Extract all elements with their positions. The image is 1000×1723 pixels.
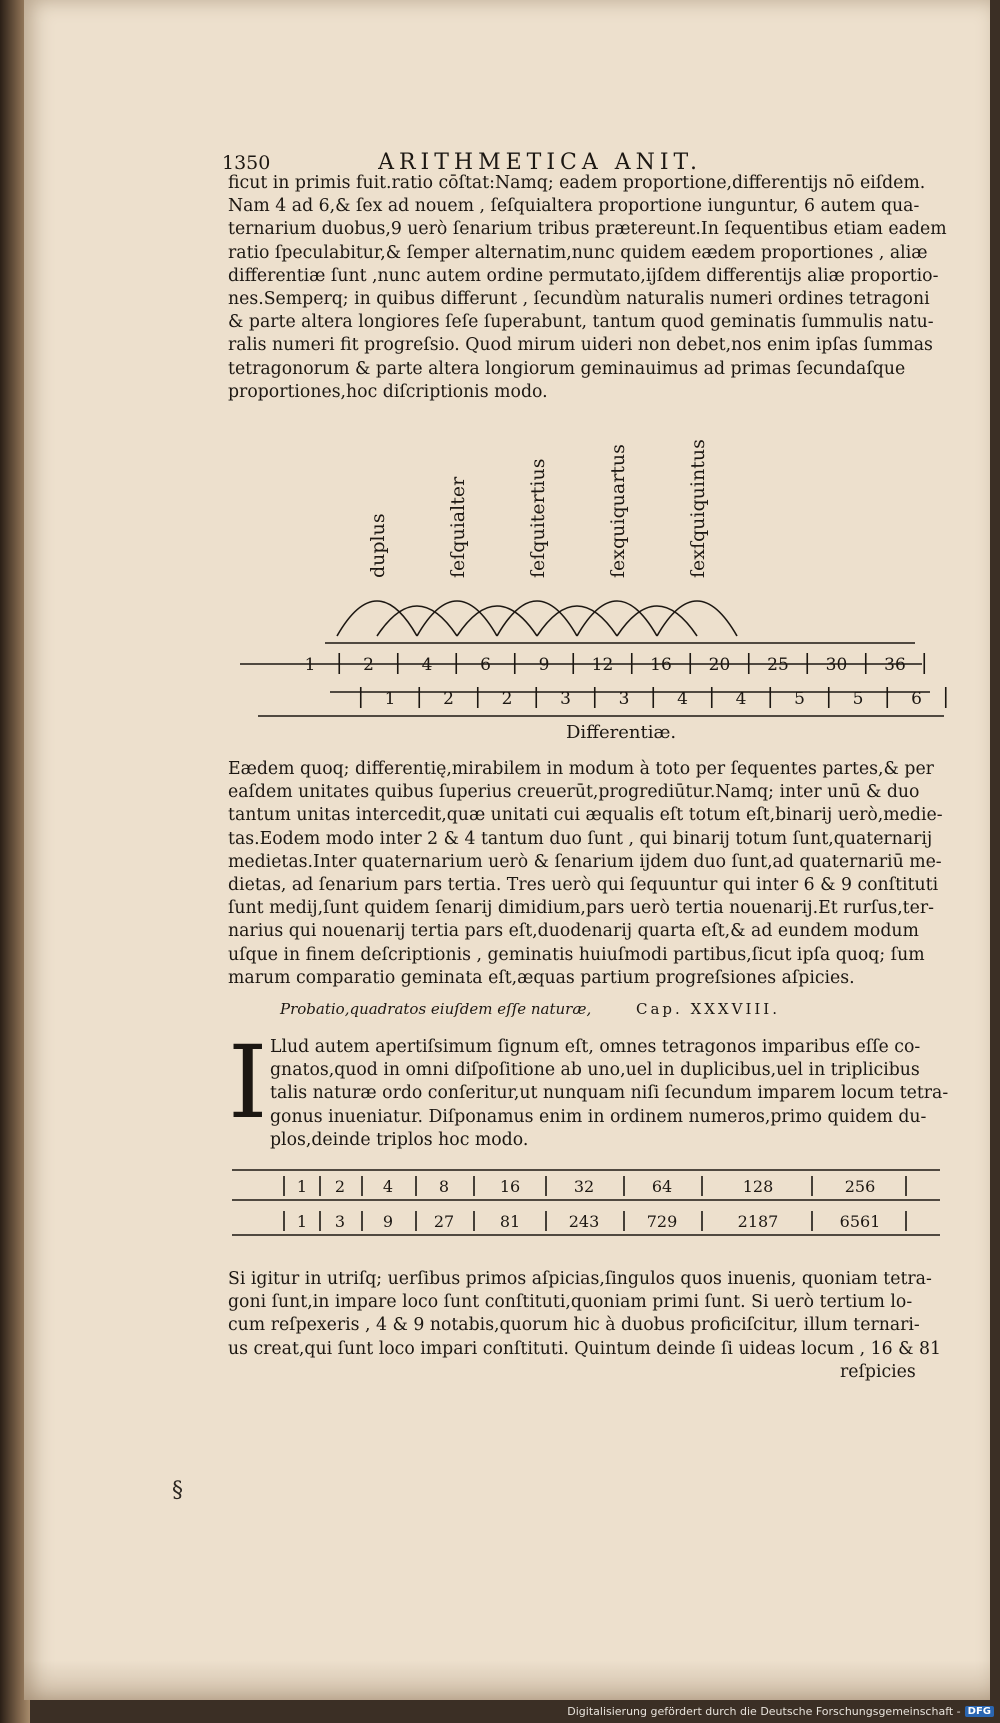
- text-line: plos,deinde triplos hoc modo.: [270, 1129, 529, 1150]
- dfg-logo: DFG: [965, 1706, 994, 1717]
- text-line: cum reſpexeris , 4 & 9 notabis,quorum hic à duobus proficiſcitur, illum ternari-: [228, 1315, 920, 1336]
- bottom-row-number: 6: [911, 689, 922, 709]
- text-line: uſque in finem deſcriptionis , geminatis huiuſmodi partibus,ſicut ipſa quoq; ſum: [228, 944, 925, 965]
- proportion-label: duplus: [367, 513, 389, 578]
- text-line: narius qui nouenarij tertia pars eſt,duodenarij quarta eſt,& ad eundem modum: [228, 921, 919, 942]
- text-line: medietas.Inter quaternarium uerò & ſenarium ijdem duo ſunt,ad quaternariū me-: [228, 851, 942, 872]
- text-line: ſunt medij,ſunt quidem ſenarij dimidium,pars uerò tertia nouenarij.Et rurſus,ter-: [228, 898, 934, 919]
- text-line: marum comparatio geminata eſt,æquas partium progreſsiones aſpicies.: [228, 967, 855, 988]
- doubles-number: 8: [438, 1177, 450, 1196]
- text-line: & parte altera longiores ſeſe ſuperabunt, tantum quod geminatis ſummulis natu-: [228, 312, 934, 333]
- triples-number: 3: [334, 1212, 346, 1231]
- proportion-label: ſeſquialter: [447, 476, 469, 578]
- marginal-mark: §: [172, 1478, 183, 1503]
- paragraph-4: [228, 1268, 942, 1361]
- text-line: tas.Eodem modo inter 2 & 4 tantum duo ſunt , qui binarij totum ſunt,quaternarij: [228, 828, 933, 849]
- doubles-number: 32: [573, 1177, 595, 1196]
- text-line: ralis numeri fit progreſsio. Quod mirum uideri non debet,nos enim ipſas ſummas: [228, 335, 933, 356]
- proportion-label: ſeſquitertius: [527, 458, 549, 578]
- top-row-number: 9: [538, 655, 550, 675]
- text-line: tantum unitas intercedit,quæ unitati cui æqualis eſt totum eſt,binarij uerò,medie-: [228, 805, 943, 826]
- text-line: Si igitur in utriſq; uerſibus primos aſpicias,ſingulos quos inuenis, quoniam tetra-: [228, 1269, 932, 1289]
- footer-text: Digitalisierung gefördert durch die Deutsche Forschungsgemeinschaft -: [567, 1705, 961, 1718]
- text-line: proportiones,hoc diſcriptionis modo.: [228, 381, 548, 402]
- triples-number: 81: [499, 1212, 521, 1231]
- text-line: dietas, ad ſenarium pars tertia. Tres uerò qui ſequuntur qui inter 6 & 9 conſtituti: [228, 875, 939, 896]
- top-row-number: 16: [650, 655, 672, 675]
- text-line: tetragonorum & parte altera longiorum geminauimus ad primas ſecundaſque: [228, 358, 906, 379]
- proportion-label: ſexſquiquintus: [687, 439, 709, 578]
- bottom-row-number: 5: [794, 689, 805, 709]
- triples-number: 243: [568, 1212, 600, 1231]
- text-line: talis naturæ ordo conſeritur,ut nunquam niſi ſecundum imparem locum tetra-: [270, 1083, 949, 1104]
- text-line: ficut in primis fuit.ratio cōſtat:Namq; eadem proportione,differentijs nō eiſdem.: [228, 173, 926, 193]
- top-row-number: 6: [480, 655, 491, 675]
- top-row-number: 25: [767, 655, 789, 675]
- doubles-number: 128: [742, 1177, 774, 1196]
- proportion-label: ſexquiquartus: [607, 444, 629, 578]
- triples-number: 1: [296, 1212, 308, 1231]
- doubles-number: 256: [844, 1177, 876, 1196]
- doubles-number: 2: [334, 1177, 346, 1196]
- page-bottom-shadow: [24, 1660, 990, 1700]
- chapter-title: Probatio,quadratos eiuſdem eſſe naturæ,: [280, 1000, 592, 1018]
- bottom-row-number: 2: [443, 689, 454, 709]
- bottom-row-number: 3: [560, 689, 571, 709]
- text-line: gnatos,quod in omni diſpoſitione ab uno,uel in duplicibus,uel in triplicibus: [270, 1060, 920, 1081]
- bottom-row-number: 4: [677, 689, 688, 709]
- running-title: ARITHMETICA ANIT.: [378, 150, 702, 175]
- doubles-number: 64: [651, 1177, 673, 1196]
- triples-number: 27: [433, 1212, 455, 1231]
- text-line: us creat,qui ſunt loco impari conſtituti. Quintum deinde ſi uideas locum , 16 & 81: [228, 1338, 942, 1359]
- bottom-row-number: 1: [384, 689, 396, 709]
- bottom-row-number: 2: [501, 689, 513, 709]
- triples-number: 2187: [737, 1212, 779, 1231]
- text-line: eaſdem unitates quibus ſuperius creuerūt,progrediūtur.Namq; inter unū & duo: [228, 782, 920, 803]
- drop-cap: I: [228, 1024, 268, 1141]
- text-line: ternarium duobus,9 uerò ſenarium tribus prætereunt.In ſequentibus etiam eadem: [228, 219, 947, 240]
- triples-number: 6561: [839, 1212, 881, 1231]
- top-row-number: 20: [708, 655, 731, 675]
- top-row-number: 2: [363, 655, 374, 675]
- catchword: reſpicies: [840, 1362, 916, 1382]
- triples-number: 729: [646, 1212, 678, 1231]
- text-line: Llud autem apertiſsimum ſignum eſt, omnes tetragonos imparibus eſſe co-: [270, 1037, 921, 1057]
- top-row-number: 1: [304, 655, 316, 675]
- top-row-number: 4: [421, 655, 433, 675]
- text-line: Nam 4 ad 6,& ſex ad nouem , ſeſquialtera proportione iunguntur, 6 autem qua-: [228, 196, 920, 217]
- text-line: ratio ſpeculabitur,& ſemper alternatim,nunc quidem eædem proportiones , aliæ: [228, 242, 928, 263]
- bottom-row-number: 5: [852, 689, 864, 709]
- page-number: 1350: [222, 152, 271, 174]
- digitization-footer: [567, 1705, 994, 1718]
- top-row-number: 36: [884, 655, 906, 675]
- text-line: Eædem quoq; differentię,mirabilem in modum à toto per ſequentes partes,& per: [228, 759, 934, 779]
- text-line: gonus inueniatur. Diſponamus enim in ordinem numeros,primo quidem du-: [270, 1106, 927, 1127]
- triples-number: 9: [382, 1212, 394, 1231]
- text-line: goni ſunt,in impare loco ſunt conſtituti,quoniam primi ſunt. Si uerò tertium lo-: [228, 1292, 913, 1313]
- differences-caption: Differentiæ.: [566, 722, 677, 743]
- bottom-row-number: 4: [735, 689, 747, 709]
- text-line: nes.Semperq; in quibus differunt , ſecundùm naturalis numeri ordines tetragoni: [228, 289, 930, 310]
- doubles-number: 16: [499, 1177, 521, 1196]
- bottom-row-number: 3: [618, 689, 630, 709]
- text-line: differentiæ ſunt ,nunc autem ordine permutato,ijſdem differentijs aliæ proportio-: [228, 265, 939, 286]
- doubles-number: 1: [296, 1177, 308, 1196]
- doubles-number: 4: [382, 1177, 394, 1196]
- top-row-number: 30: [825, 655, 848, 675]
- chapter-number: Cap. XXXVIII.: [636, 1000, 780, 1018]
- top-row-number: 12: [591, 655, 614, 675]
